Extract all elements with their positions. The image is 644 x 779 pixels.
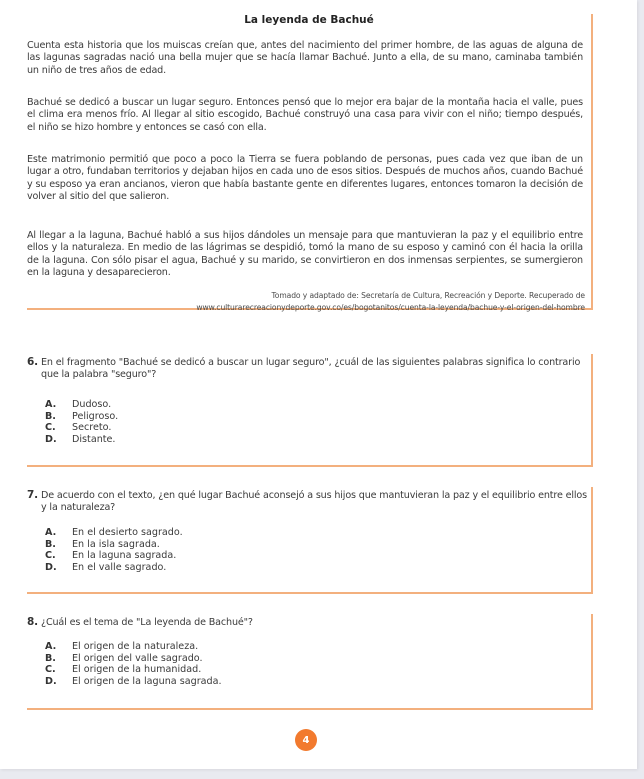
question-number: 6. [27, 356, 38, 368]
option-letter: C. [45, 664, 56, 676]
option-letter: B. [45, 538, 56, 550]
option-letter: A. [45, 641, 57, 652]
answer-options [45, 641, 222, 687]
question-number: 8. [27, 616, 38, 628]
option-text: Secreto. [72, 422, 112, 434]
option-text: En la laguna sagrada. [72, 550, 177, 562]
passage-paragraph: Este matrimonio permitió que poco a poco la Tierra se fuera poblando de personas, pues cada vez que iban de un lugar a otro, fundaban territorios y dejaban hijos en cada uno de esos sitios. Después de muchos años, cuando Bachué y su esposo ya eran ancianos, vieron que había bastante gente en diferentes lugares, entonces tomaron la decisión de volver al sitio del que salieron. [27, 154, 583, 203]
option-letter: B. [45, 652, 56, 664]
option-text: En la isla sagrada. [72, 538, 160, 550]
option-letter: A. [45, 399, 57, 410]
option-b[interactable] [45, 653, 222, 665]
source-citation [196, 290, 585, 314]
option-a[interactable] [45, 641, 222, 653]
passage-title: La leyenda de Bachué [244, 14, 374, 26]
question-stem [27, 489, 593, 514]
question-number: 7. [27, 489, 38, 501]
passage-paragraph: Bachué se dedicó a buscar un lugar seguro. Entonces pensó que lo mejor era bajar de la montaña hacia el valle, pues el clima era menos frío. Al llegar al sitio escogido, Bachué construyó una casa para vivir con el niño; tiempo después, el niño se hizo hombre y entonces se casó con ella. [27, 97, 583, 133]
option-letter: D. [45, 433, 57, 445]
option-text: El origen del valle sagrado. [72, 652, 203, 664]
option-letter: C. [45, 550, 56, 562]
option-text: Peligroso. [72, 410, 119, 422]
passage-paragraph: Cuenta esta historia que los muiscas creían que, antes del nacimiento del primer hombre, de las aguas de alguna de las lagunas sagradas nació una bella mujer que se hacía llamar Bachué. Junto a ella, de su mano, caminaba también un niño de tres años de edad. [27, 40, 583, 76]
option-c[interactable] [45, 550, 183, 562]
option-c[interactable] [45, 664, 222, 676]
question-text: En el fragmento "Bachué se dedicó a buscar un lugar seguro", ¿cuál de las siguientes palabras significa lo contrario que la palabra "seguro"? [41, 357, 581, 381]
option-text: Distante. [72, 433, 116, 445]
option-text: El origen de la naturaleza. [72, 641, 199, 652]
page-number-badge: 4 [295, 729, 317, 751]
option-b[interactable] [45, 411, 118, 423]
question-stem [27, 356, 593, 381]
option-text: El origen de la laguna sagrada. [72, 675, 222, 687]
source-url: www.culturarecreacionydeporte.gov.co/es/bogotanitos/cuenta-la-leyenda/bachue-y-el-origen-del-hombre [196, 303, 585, 312]
question-text: De acuerdo con el texto, ¿en qué lugar Bachué aconsejó a sus hijos que mantuvieran la paz y el equilibrio entre ellos y la naturaleza? [41, 490, 587, 514]
option-letter: A. [45, 527, 57, 538]
option-d[interactable] [45, 434, 118, 446]
option-d[interactable] [45, 676, 222, 688]
answer-options [45, 527, 183, 573]
option-letter: B. [45, 410, 56, 422]
option-letter: C. [45, 422, 56, 434]
option-d[interactable] [45, 562, 183, 574]
option-text: En el desierto sagrado. [72, 527, 183, 538]
reading-passage [27, 14, 593, 310]
option-text: En el valle sagrado. [72, 561, 167, 573]
option-a[interactable] [45, 527, 183, 539]
option-text: Dudoso. [72, 399, 112, 410]
question-8 [27, 614, 593, 710]
option-c[interactable] [45, 422, 118, 434]
option-letter: D. [45, 561, 57, 573]
passage-paragraph: Al llegar a la laguna, Bachué habló a sus hijos dándoles un mensaje para que mantuvieran la paz y el equilibrio entre ellos y la naturaleza. En medio de las lágrimas se despidió, tomó la mano de su esposo y caminó con él hacia la orilla de la laguna. Con sólo pisar el agua, Bachué y su marido, se convirtieron en dos inmensas serpientes, se sumergieron en la laguna y desaparecieron. [27, 230, 583, 279]
question-7 [27, 487, 593, 594]
question-text: ¿Cuál es el tema de "La leyenda de Bachué"? [41, 617, 253, 628]
question-6 [27, 354, 593, 467]
option-b[interactable] [45, 539, 183, 551]
option-a[interactable] [45, 399, 118, 411]
question-stem [27, 616, 593, 629]
option-text: El origen de la humanidad. [72, 664, 202, 676]
option-letter: D. [45, 675, 57, 687]
answer-options [45, 399, 118, 445]
source-citation-text: Tomado y adaptado de: Secretaría de Cultura, Recreación y Deporte. Recuperado de [271, 291, 585, 300]
